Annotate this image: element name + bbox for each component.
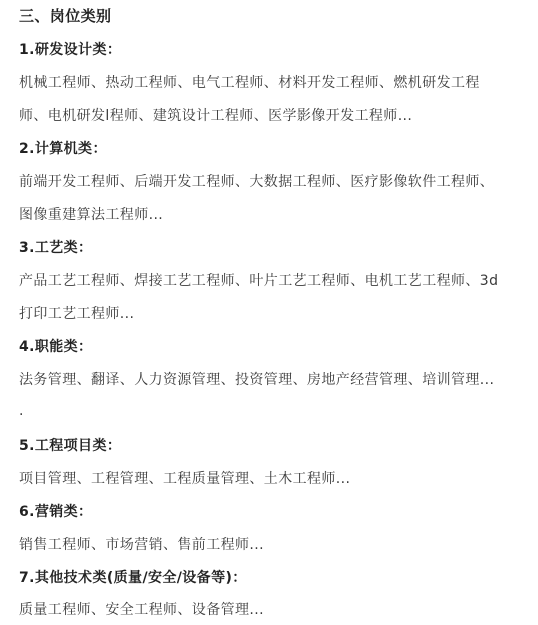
category-text-other-line-1: 质量工程师、安全工程师、设备管理... — [19, 602, 264, 618]
category-heading-functional: 4.职能类： — [19, 339, 93, 355]
category-heading-marketing: 6.营销类： — [19, 504, 93, 520]
category-heading-project: 5.工程项目类： — [19, 438, 122, 454]
category-text-computer-line-2: 图像重建算法工程师... — [19, 207, 164, 223]
category-text-functional-line-1: 法务管理、翻译、人力资源管理、投资管理、房地产经营管理、培训管理... — [19, 372, 495, 388]
category-text-process-line-2: 打印工艺工程师... — [19, 306, 135, 322]
category-text-functional-line-2: . — [19, 403, 24, 419]
category-text-marketing-line-1: 销售工程师、市场营销、售前工程师... — [19, 537, 264, 553]
category-text-process-line-1: 产品工艺工程师、焊接工艺工程师、叶片工艺工程师、电机工艺工程师、3d — [19, 273, 499, 289]
category-heading-computer: 2.计算机类： — [19, 141, 107, 157]
category-heading-process: 3.工艺类： — [19, 240, 93, 256]
category-text-rd-line-2: 师、电机研发l程师、建筑设计工程师、医学影像开发工程师... — [19, 108, 413, 124]
category-text-rd-line-1: 机械工程师、热动工程师、电气工程师、材料开发工程师、燃机研发工程 — [19, 75, 480, 91]
category-heading-rd: 1.研发设计类： — [19, 42, 122, 58]
section-title: 三、岗位类别 — [19, 7, 112, 25]
category-text-project-line-1: 项目管理、工程管理、工程质量管理、土木工程师... — [19, 471, 351, 487]
category-heading-other: 7.其他技术类(质量/安全/设备等)： — [19, 570, 247, 586]
category-text-computer-line-1: 前端开发工程师、后端开发工程师、大数据工程师、医疗影像软件工程师、 — [19, 174, 495, 190]
